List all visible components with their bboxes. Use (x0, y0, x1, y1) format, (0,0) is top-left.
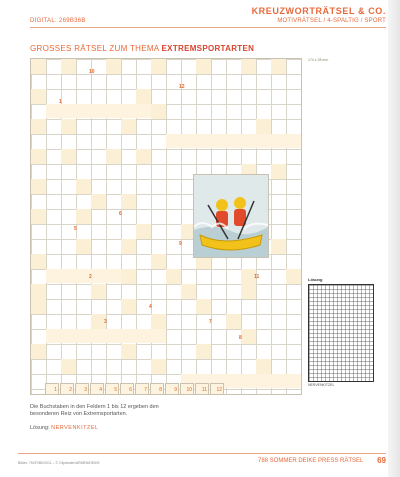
clue-cell (151, 104, 166, 119)
clue-cell (136, 224, 151, 239)
section-title (30, 44, 254, 53)
clue-cell (151, 359, 166, 374)
letter-cell[interactable]: 3 (75, 383, 89, 395)
clue-cell (196, 344, 211, 359)
highlight-row (46, 104, 151, 118)
letter-cell[interactable]: 12 (210, 383, 224, 395)
clue-cell (151, 314, 166, 329)
clue-cell (106, 59, 121, 74)
footer-rule (18, 453, 386, 454)
grid-number: 11 (254, 274, 260, 280)
grid-number: 10 (89, 69, 95, 75)
solution-caption: NERVENKITZEL (308, 383, 335, 387)
clue-cell (271, 59, 286, 74)
grid-size-note: 174 x 28 mm (308, 58, 329, 62)
grid-number: 8 (239, 335, 242, 341)
clue-cell (61, 149, 76, 164)
clue-cell (121, 239, 136, 254)
grid-number: 2 (89, 274, 92, 280)
grid-number: 6 (119, 211, 122, 217)
header-subtitle: MOTIVRÄTSEL / 4-SPALTIG / SPORT (277, 18, 386, 24)
clue-cell (196, 299, 211, 314)
clue-cell (61, 59, 76, 74)
clue-cell (271, 239, 286, 254)
clue-cell (91, 284, 106, 299)
clue-cell (76, 179, 91, 194)
letter-cell[interactable]: 11 (195, 383, 209, 395)
letter-cell[interactable]: 8 (150, 383, 164, 395)
clue-cell (121, 119, 136, 134)
clue-cell (286, 269, 301, 284)
page-number: 69 (377, 456, 386, 465)
solution-label: Lösung (308, 277, 323, 282)
clue-cell (76, 209, 91, 224)
letter-cell[interactable]: 5 (105, 383, 119, 395)
letter-cell[interactable]: 7 (135, 383, 149, 395)
clue-cell (31, 284, 46, 299)
header-left: DIGITAL: 269B36B (30, 18, 86, 24)
clue-cell (121, 194, 136, 209)
clue-cell (91, 194, 106, 209)
footer-left: Bilder: 763F2B0/2011 – © Clipdealer/ARMEN/DEIKE (18, 461, 100, 465)
page-edge (388, 0, 400, 477)
clue-cell (76, 239, 91, 254)
letter-cell[interactable]: 2 (60, 383, 74, 395)
highlight-row (46, 269, 121, 283)
clue-cell (181, 284, 196, 299)
letter-cell[interactable]: 4 (90, 383, 104, 395)
clue-cell (166, 269, 181, 284)
clue-cell (151, 254, 166, 269)
grid-number: 4 (149, 304, 152, 310)
clue-cell (271, 164, 286, 179)
clue-cell (241, 329, 256, 344)
highlight-row (166, 134, 301, 148)
clue-cell (31, 254, 46, 269)
letter-cell[interactable]: 10 (180, 383, 194, 395)
letter-cell[interactable]: 6 (120, 383, 134, 395)
letter-row (45, 383, 225, 395)
clue-cell (61, 359, 76, 374)
grid-number: 9 (179, 241, 182, 247)
rafting-photo (193, 174, 269, 258)
clue-cell (256, 119, 271, 134)
instructions: Die Buchstaben in den Feldern 1 bis 12 ergeben den besonderen Reiz von Extremsportarten. (30, 404, 159, 417)
footer-right: 788 SOMMER DEIKE PRESS RÄTSEL (258, 458, 364, 464)
rafting-illustration (194, 175, 268, 257)
clue-cell (151, 59, 166, 74)
clue-cell (256, 359, 271, 374)
clue-cell (226, 314, 241, 329)
clue-cell (136, 89, 151, 104)
clue-cell (31, 344, 46, 359)
grid-number: 5 (74, 226, 77, 232)
answer-line (30, 425, 99, 431)
clue-cell (31, 149, 46, 164)
solution-grid (308, 284, 374, 382)
clue-cell (31, 89, 46, 104)
section-title-prefix: GROSSES RÄTSEL ZUM THEMA (30, 44, 160, 53)
highlight-row (46, 329, 166, 343)
clue-cell (121, 269, 136, 284)
header-title: KREUZWORTRÄTSEL & CO. (251, 6, 386, 16)
grid-number: 1 (59, 99, 62, 105)
clue-cell (31, 299, 46, 314)
grid-number: 3 (104, 319, 107, 325)
letter-cell[interactable]: 1 (45, 383, 59, 395)
clue-cell (31, 209, 46, 224)
clue-cell (136, 149, 151, 164)
grid-number: 7 (209, 319, 212, 325)
clue-cell (31, 119, 46, 134)
clue-cell (196, 59, 211, 74)
clue-cell (31, 179, 46, 194)
header-rule (30, 27, 386, 28)
clue-cell (106, 149, 121, 164)
clue-cell (31, 59, 46, 74)
letter-cell[interactable]: 9 (165, 383, 179, 395)
clue-cell (61, 119, 76, 134)
answer-value: NERVENKITZEL (51, 425, 99, 431)
answer-label: Lösung: (30, 425, 50, 431)
clue-cell (121, 299, 136, 314)
section-title-emph: EXTREMSPORTARTEN (161, 44, 255, 53)
clue-cell (241, 59, 256, 74)
crossword-grid (30, 58, 302, 395)
clue-cell (121, 344, 136, 359)
clue-cell (241, 284, 256, 299)
grid-number: 12 (179, 84, 185, 90)
